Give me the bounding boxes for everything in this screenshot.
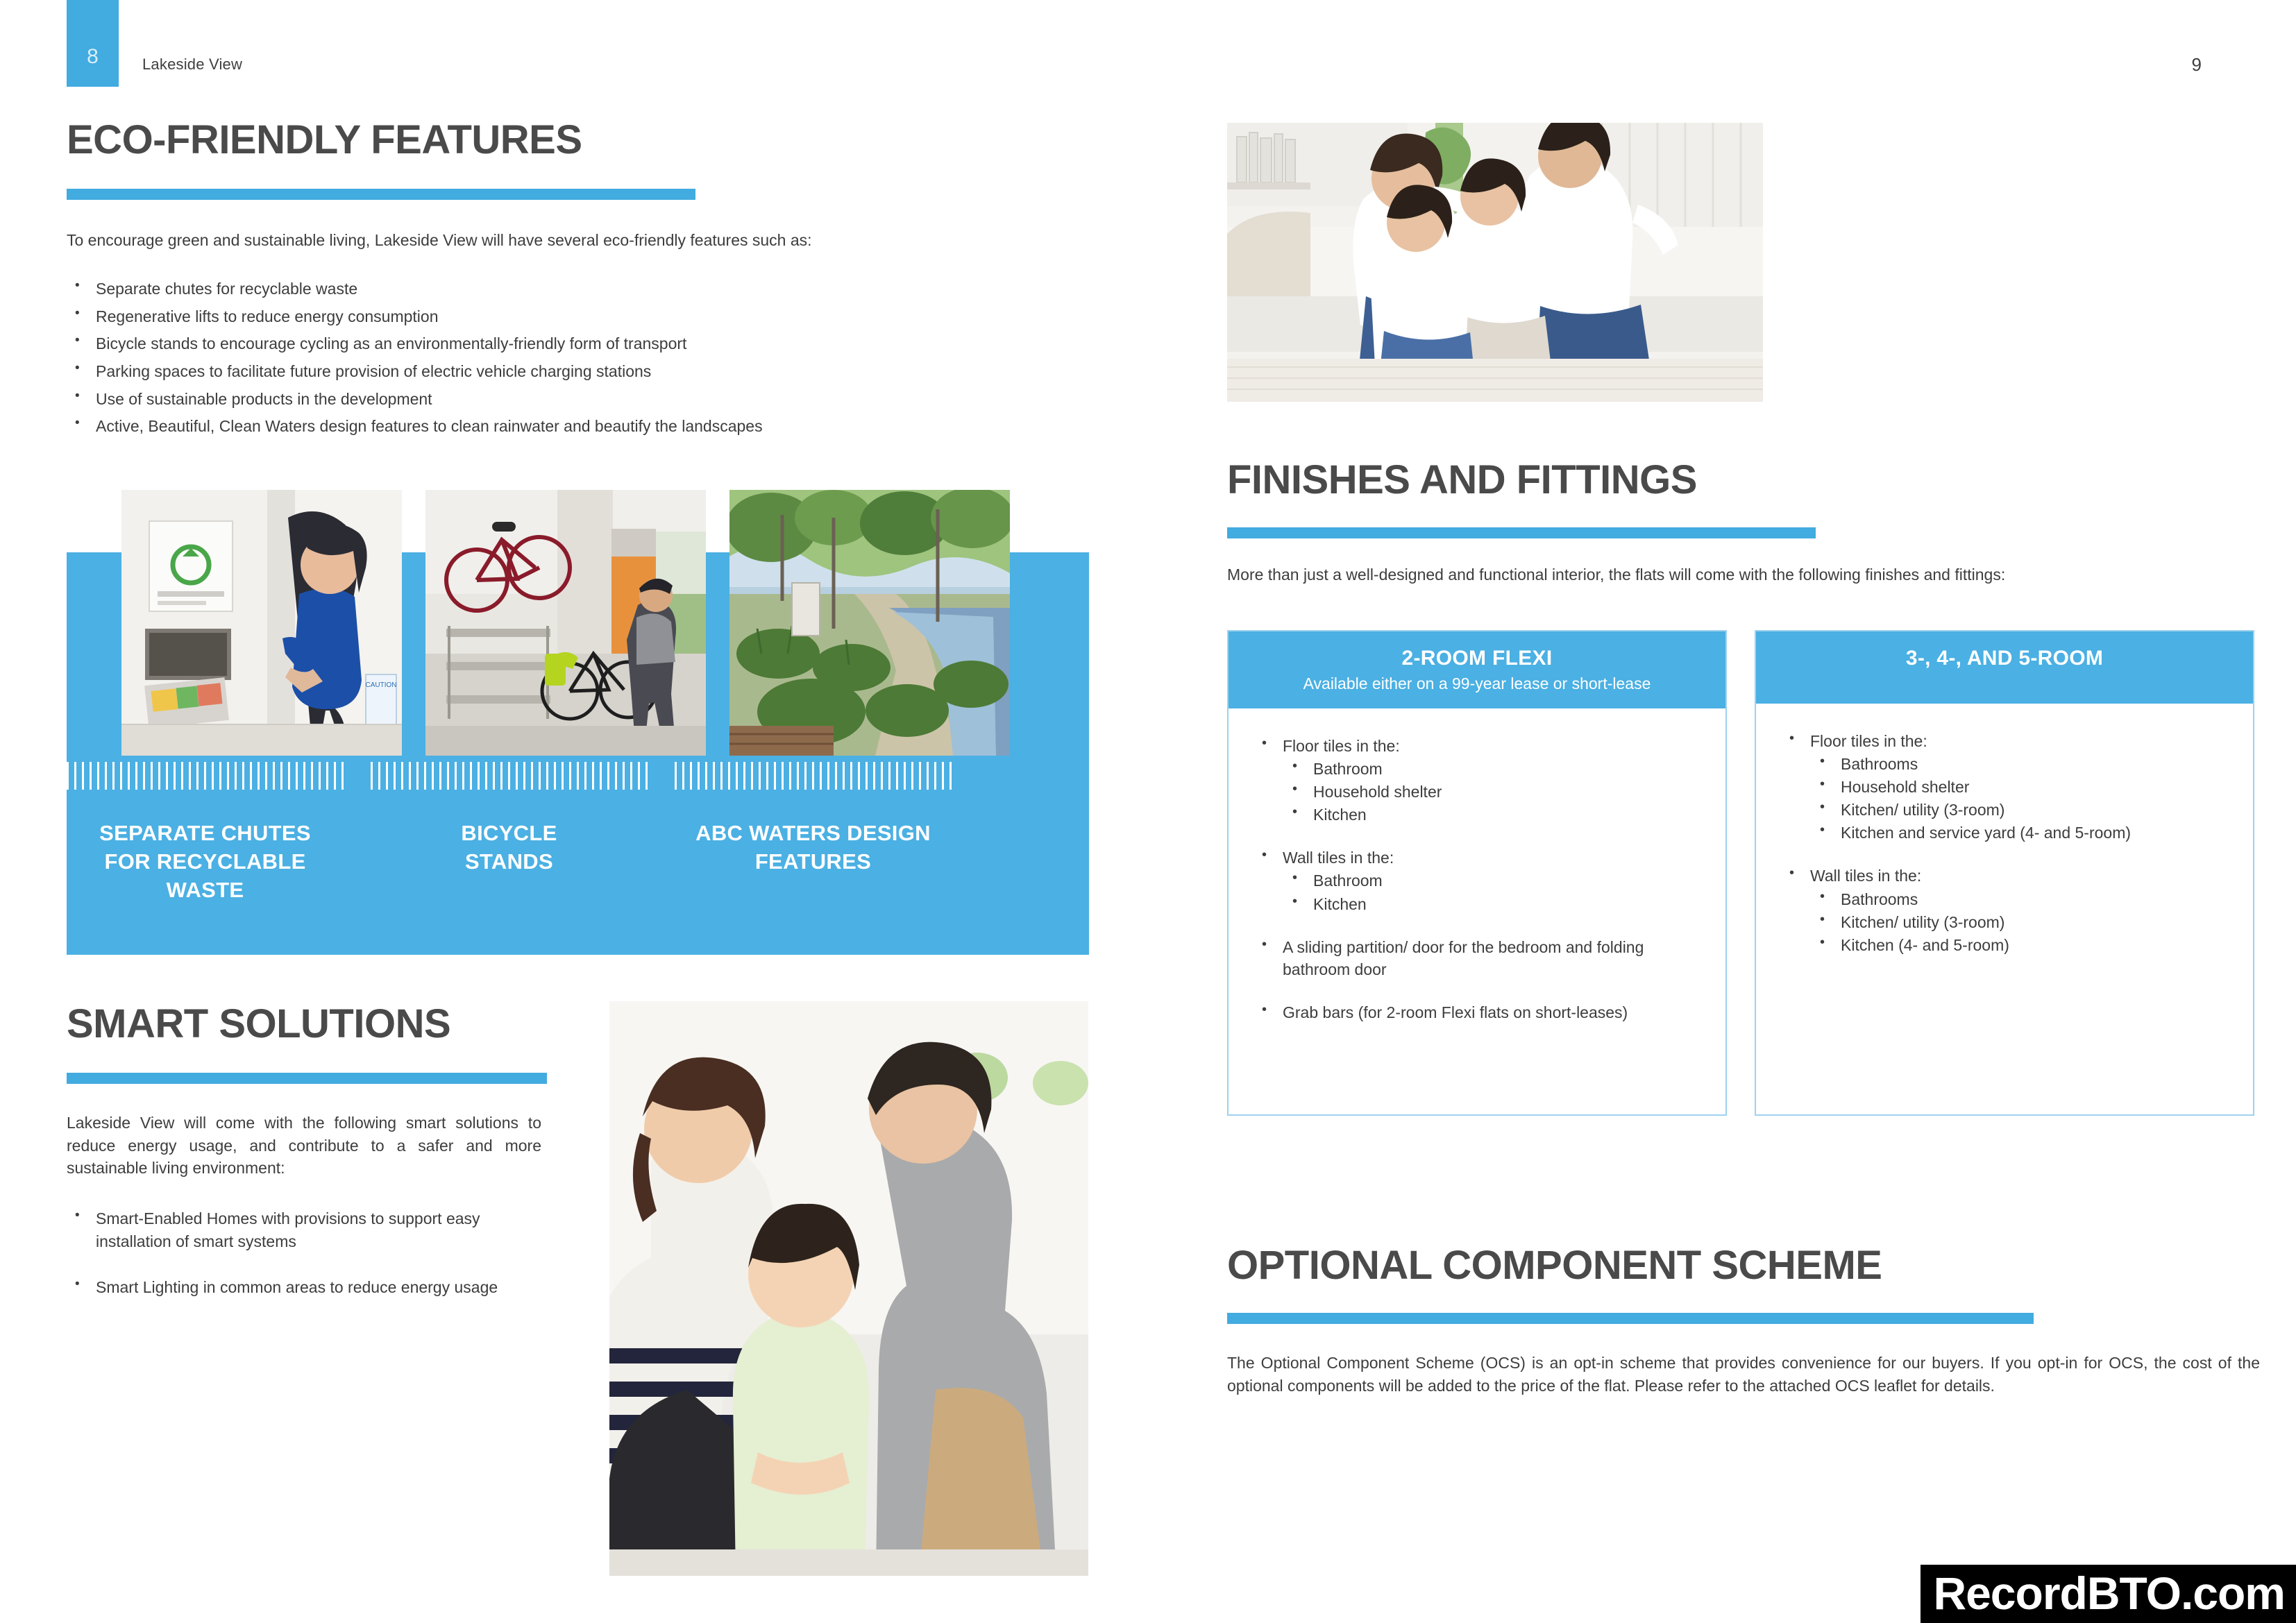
- eco-bullet-item: • Use of sustainable products in the development: [67, 388, 1073, 411]
- tick-divider-icon: [371, 762, 648, 790]
- finishes-sub-item: • Household shelter: [1283, 781, 1707, 803]
- svg-text:CAUTION: CAUTION: [365, 681, 397, 689]
- project-name-header: Lakeside View: [142, 56, 243, 73]
- eco-bullet-item: • Regenerative lifts to reduce energy consumption: [67, 305, 1073, 328]
- band-caption-1: SEPARATE CHUTES FOR RECYCLABLE WASTE: [99, 821, 311, 903]
- finishes-group-label: • Wall tiles in the: • Bathroom • Kitchen: [1247, 847, 1707, 915]
- finishes-sub-item: • Bathroom: [1283, 869, 1707, 892]
- ocs-body-text: The Optional Component Scheme (OCS) is an opt-in scheme that provides convenience for our buyers. If you opt-in for OCS, the cost of the optional components will be added to the price of the flat. Please refer to the attached OCS leaflet for details.: [1227, 1354, 2260, 1395]
- finishes-sub-item: • Household shelter: [1810, 776, 2235, 798]
- band-caption-3: ABC WATERS DESIGN FEATURES: [695, 821, 931, 874]
- finishes-group-label: • Floor tiles in the: • Bathroom • Household shelter • Kitchen: [1247, 735, 1707, 826]
- photo-smart-solutions-family: [609, 1001, 1088, 1576]
- finishes-box-heading: 2-ROOM FLEXI: [1401, 647, 1553, 670]
- eco-intro-text: To encourage green and sustainable living, Lakeside View will have several eco-friendly features such as:: [67, 231, 812, 249]
- smart-bullet-item: • Smart Lighting in common areas to reduce energy usage: [67, 1276, 552, 1299]
- finishes-title-rule: [1227, 527, 1816, 538]
- eco-bullet-item: • Bicycle stands to encourage cycling as an environmentally-friendly form of transport: [67, 332, 1073, 355]
- finishes-group: [1247, 936, 1707, 980]
- finishes-group-label: • Wall tiles in the: • Bathrooms • Kitchen/ utility (3-room) • Kitchen (4- and 5-room): [1774, 865, 2235, 956]
- eco-bullet-list: [67, 278, 1073, 443]
- finishes-box-2-room-flexi: [1227, 630, 1727, 1116]
- finishes-box-subheading: Available either on a 99-year lease or short-lease: [1303, 674, 1651, 692]
- eco-title-rule: [67, 189, 695, 200]
- finishes-box-body: [1229, 708, 1725, 1059]
- tick-divider-icon: [675, 762, 952, 790]
- finishes-group: [1247, 1001, 1707, 1023]
- finishes-sub-item: • Kitchen/ utility (3-room): [1810, 799, 2235, 821]
- photo-bicycle-stands: [425, 490, 706, 756]
- finishes-box-heading: 3-, 4-, AND 5-ROOM: [1905, 647, 2104, 670]
- page-number-tab: [67, 0, 119, 87]
- smart-bullet-item: • Smart-Enabled Homes with provisions to support easy installation of smart systems: [67, 1207, 552, 1252]
- finishes-sub-item: • Kitchen (4- and 5-room): [1810, 934, 2235, 956]
- finishes-box-body: [1756, 704, 2253, 992]
- finishes-group: [1774, 730, 2235, 844]
- tick-divider-icon: [67, 762, 344, 790]
- eco-bullet-item: • Separate chutes for recyclable waste: [67, 278, 1073, 300]
- ocs-section-title: OPTIONAL COMPONENT SCHEME: [1227, 1243, 1882, 1288]
- finishes-sub-item: • Kitchen and service yard (4- and 5-room): [1810, 822, 2235, 844]
- recordbto-watermark: RecordBTO.com: [1921, 1565, 2296, 1623]
- finishes-group: [1774, 865, 2235, 956]
- finishes-group-label: • Floor tiles in the: • Bathrooms • Household shelter • Kitchen/ utility (3-room) • Kitchen and service yard (4- and 5-room): [1774, 730, 2235, 844]
- eco-section-title: ECO-FRIENDLY FEATURES: [67, 117, 582, 162]
- finishes-sub-item: • Bathroom: [1283, 758, 1707, 780]
- finishes-box-header: [1756, 631, 2253, 704]
- finishes-box-3-4-5-room: [1755, 630, 2254, 1116]
- finishes-box-header: [1229, 631, 1725, 708]
- page-number-left: 8: [87, 45, 99, 68]
- finishes-group: [1247, 735, 1707, 826]
- page-number-right: 9: [2191, 54, 2202, 75]
- band-caption-2: BICYCLE STANDS: [461, 821, 557, 874]
- smart-intro-text: Lakeside View will come with the following smart solutions to reduce energy usage, and contribute to a safer and more sustainable living environment:: [67, 1114, 541, 1178]
- finishes-group: [1247, 847, 1707, 915]
- photo-separate-chutes: [121, 490, 402, 756]
- finishes-group-label: • Grab bars (for 2-room Flexi flats on short-leases): [1247, 1001, 1707, 1023]
- finishes-intro-text: More than just a well-designed and functional interior, the flats will come with the following finishes and fittings:: [1227, 566, 2006, 584]
- smart-title-rule: [67, 1073, 547, 1084]
- eco-bullet-item: • Parking spaces to facilitate future provision of electric vehicle charging stations: [67, 360, 1073, 383]
- finishes-sub-item: • Kitchen: [1283, 804, 1707, 826]
- photo-finishes-family: [1227, 123, 1763, 402]
- finishes-sub-item: • Kitchen/ utility (3-room): [1810, 911, 2235, 933]
- finishes-sub-item: • Kitchen: [1283, 893, 1707, 915]
- ocs-title-rule: [1227, 1313, 2034, 1324]
- finishes-group-label: • A sliding partition/ door for the bedroom and folding bathroom door: [1247, 936, 1707, 980]
- smart-bullet-list: [67, 1207, 552, 1323]
- finishes-sub-item: • Bathrooms: [1810, 753, 2235, 775]
- finishes-sub-item: • Bathrooms: [1810, 888, 2235, 910]
- eco-bullet-item: • Active, Beautiful, Clean Waters design features to clean rainwater and beautify the landscapes: [67, 415, 1073, 438]
- photo-abc-waters: [729, 490, 1010, 756]
- smart-section-title: SMART SOLUTIONS: [67, 1001, 451, 1046]
- finishes-section-title: FINISHES AND FITTINGS: [1227, 457, 1697, 502]
